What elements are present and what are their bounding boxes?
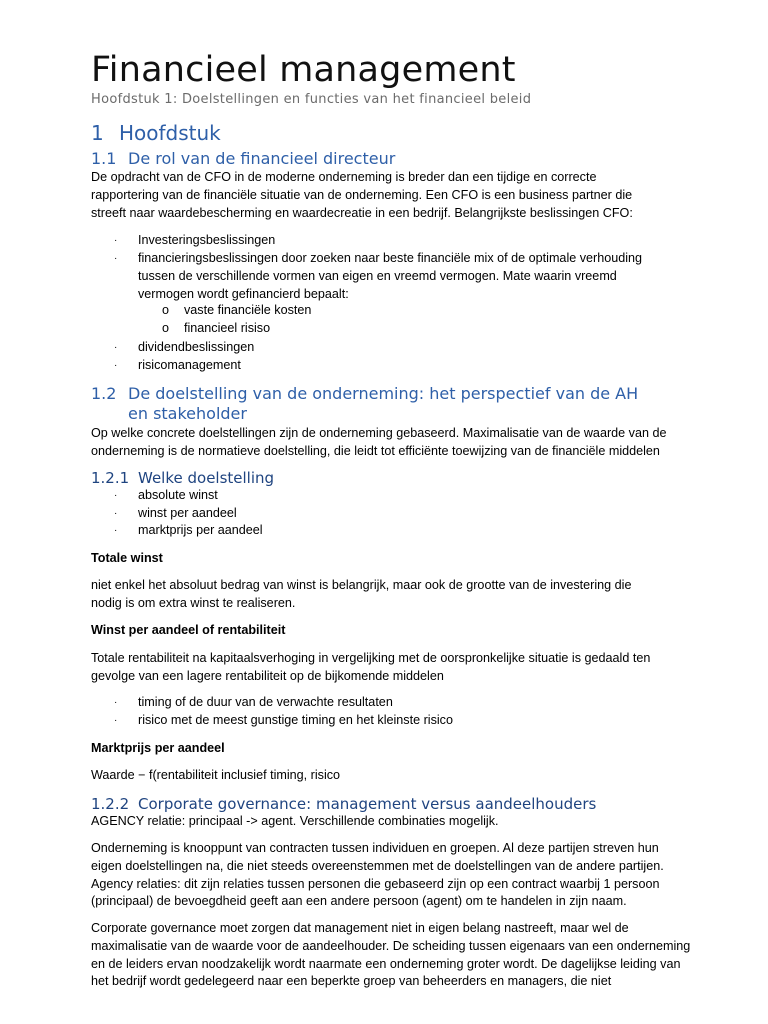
paragraph-line: AGENCY relatie: principaal -> agent. Verschillende combinaties mogelijk. (91, 814, 499, 828)
heading-1-2-text: De doelstelling van de onderneming: het perspectief van de AH (128, 384, 639, 403)
list-item (114, 250, 643, 303)
list-item-text: financieringsbeslissingen door zoeken naar beste financiële mix of de optimale verhouding (138, 251, 643, 265)
paragraph-line: Op welke concrete doelstellingen zijn de onderneming gebaseerd. Maximalisatie van de waarde van de (91, 426, 667, 440)
list-item (114, 357, 241, 375)
list-item-text: marktprijs per aandeel (138, 523, 263, 537)
heading-1-2-1-text: Welke doelstelling (138, 469, 275, 487)
document-title: Financieel management (91, 50, 516, 90)
list-item (114, 522, 263, 540)
list-item-text: tussen de verschillende vormen van eigen en vreemd vermogen. Mate waarin vreemd (138, 268, 617, 283)
heading-1-2-2-text: Corporate governance: management versus aandeelhouders (138, 795, 597, 813)
heading-1-2 (91, 384, 638, 424)
heading-1-number: 1 (91, 121, 104, 145)
paragraph-line: Agency relaties: dit zijn relaties tussen personen die gebaseerd zijn op een contract waarbij 1 persoon (91, 876, 660, 891)
subheading-marktprijs: Marktprijs per aandeel (91, 741, 225, 755)
paragraph-line: Corporate governance moet zorgen dat management niet in eigen belang nastreeft, maar wel de (91, 921, 629, 935)
heading-1 (91, 121, 221, 145)
heading-1-2-1 (91, 469, 274, 487)
paragraph-line: Onderneming is knooppunt van contracten tussen individuen en groepen. Al deze partijen streven hun (91, 841, 659, 855)
list-item (114, 694, 393, 712)
list-item (114, 712, 453, 730)
paragraph-line: gevolge van een lagere rentabiliteit op de bijkomende middelen (91, 668, 444, 683)
paragraph-line: niet enkel het absoluut bedrag van winst is belangrijk, maar ook de grootte van de investering die (91, 578, 632, 592)
bullet-mark: · (114, 253, 118, 264)
list-item (114, 487, 218, 505)
sub-list-item (162, 302, 312, 320)
paragraph-line: het bedrijf wordt gedelegeerd naar een beperkte groep van beheerders en managers, die niet (91, 974, 612, 989)
list-item (114, 232, 276, 250)
paragraph-line: (principaal) de bevoegdheid geeft aan een andere persoon (agent) om te handelen in zijn naam. (91, 894, 627, 909)
list-item-text: risicomanagement (138, 358, 241, 372)
heading-1-text: Hoofdstuk (119, 121, 221, 145)
paragraph-totale-winst (91, 577, 711, 613)
paragraph-line: nodig is om extra winst te realiseren. (91, 595, 296, 610)
bullet-mark: · (114, 508, 118, 519)
list-item-text: Investeringsbeslissingen (138, 233, 276, 247)
document-subtitle: Hoofdstuk 1: Doelstellingen en functies van het financieel beleid (91, 92, 532, 107)
list-item-text: risico met de meest gunstige timing en het kleinste risico (138, 713, 453, 727)
paragraph-agency (91, 813, 711, 831)
paragraph-line: rapportering van de financiële situatie van de onderneming. Een CFO is een business partner die (91, 187, 633, 202)
subheading-totale-winst: Totale winst (91, 551, 163, 565)
list-item-text: dividendbeslissingen (138, 340, 255, 354)
paragraph-onderneming (91, 840, 711, 911)
heading-1-2-2 (91, 795, 596, 813)
heading-1-1-text: De rol van de financieel directeur (128, 149, 396, 168)
bullet-mark: · (114, 360, 118, 371)
list-item (114, 339, 255, 357)
paragraph-line: en de leiders ervan noodzakelijk wordt naarmate een onderneming groter wordt. De dagelijkse leiding van (91, 956, 681, 971)
paragraph-line: maximalisatie van de waarde voor de aandeelhouder. De scheiding tussen eigenaars van een onderneming (91, 938, 691, 953)
bullet-mark: · (114, 715, 118, 726)
subheading-winst-per-aandeel: Winst per aandeel of rentabiliteit (91, 623, 286, 637)
sub-list-item (162, 320, 271, 338)
bullet-mark: · (114, 525, 118, 536)
bullet-mark: · (114, 697, 118, 708)
sub-bullet-mark: o (162, 303, 170, 317)
paragraph-line: Totale rentabiliteit na kapitaalsverhoging in vergelijking met de oorspronkelijke situatie is gedaald ten (91, 651, 651, 665)
list-item-text: absolute winst (138, 488, 218, 502)
heading-1-1 (91, 149, 395, 168)
heading-1-2-text-cont: en stakeholder (128, 404, 247, 423)
heading-1-2-number: 1.2 (91, 384, 117, 403)
heading-1-2-1-number: 1.2.1 (91, 469, 130, 487)
bullet-mark: · (114, 235, 118, 246)
list-item-text: vaste financiële kosten (184, 303, 312, 317)
list-item (114, 505, 237, 523)
bullet-mark: · (114, 342, 118, 353)
bullet-mark: · (114, 490, 118, 501)
paragraph-line: streeft naar waardebescherming en waardecreatie in een bedrijf. Belangrijkste beslissingen CFO: (91, 205, 633, 220)
heading-1-2-2-number: 1.2.2 (91, 795, 130, 813)
paragraph-cfo (91, 169, 711, 222)
list-item-text: vermogen wordt gefinancierd bepaalt: (138, 286, 349, 301)
list-item-text: winst per aandeel (138, 506, 237, 520)
list-item-text: timing of de duur van de verwachte resultaten (138, 695, 393, 709)
paragraph-line: De opdracht van de CFO in de moderne onderneming is breder dan een tijdige en correcte (91, 170, 597, 184)
paragraph-line: eigen doelstellingen na, die niet steeds overeenstemmen met de doelstellingen van de andere partijen. (91, 858, 664, 873)
sub-bullet-mark: o (162, 321, 170, 335)
paragraph-winst-per-aandeel (91, 650, 711, 686)
paragraph-line: Waarde − f(rentabiliteit inclusief timing, risico (91, 768, 341, 782)
list-item-text: financieel risiso (184, 321, 271, 335)
paragraph-line: onderneming is de normatieve doelstelling, die leidt tot efficiënte toewijzing van de financiële middelen (91, 443, 660, 458)
paragraph-doelstelling (91, 425, 711, 461)
paragraph-corporate-governance (91, 920, 711, 991)
paragraph-marktprijs (91, 767, 711, 785)
heading-1-1-number: 1.1 (91, 149, 117, 168)
